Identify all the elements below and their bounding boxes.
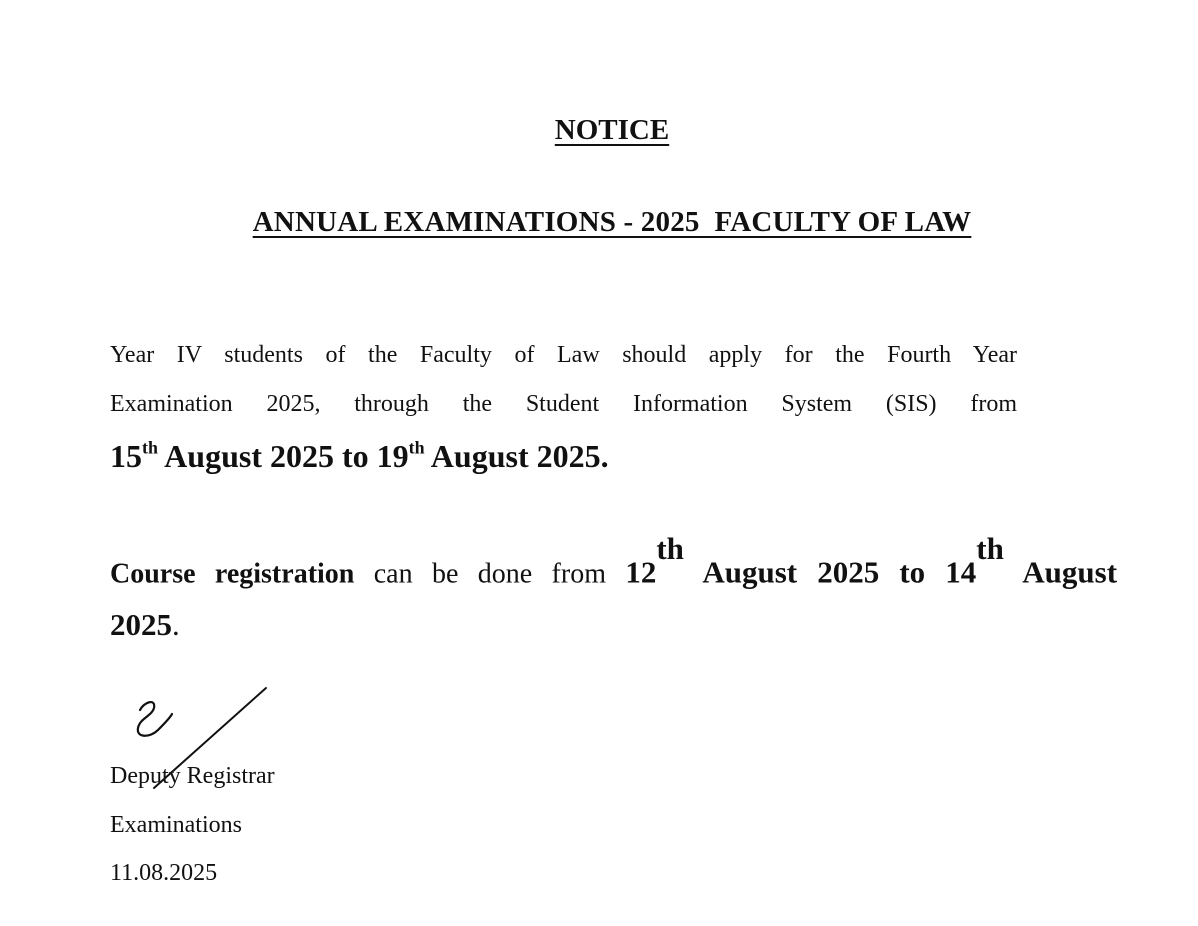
registration-line xyxy=(110,531,1118,590)
registration-year: 2025 xyxy=(110,607,172,642)
end-day: 19 xyxy=(376,438,409,474)
signatory-title: Deputy Registrar xyxy=(110,763,275,789)
registration-start-rest: August 2025 to xyxy=(683,554,946,590)
registration-year-line xyxy=(110,609,1017,640)
signatory-date: 11.08.2025 xyxy=(110,860,218,886)
start-rest: August 2025 to xyxy=(157,438,377,474)
signatory-department: Examinations xyxy=(110,812,242,838)
registration-end-rest: August xyxy=(1003,554,1118,590)
registration-connector: can be done from xyxy=(354,558,626,590)
registration-period: . xyxy=(172,607,180,642)
start-suffix: th xyxy=(142,437,158,458)
start-day: 15 xyxy=(110,438,142,474)
registration-start-suffix: th xyxy=(656,531,684,566)
registration-start-day: 12 xyxy=(625,554,657,590)
application-dates xyxy=(110,437,1017,474)
registration-lead: Course registration xyxy=(110,558,355,590)
paragraph1-line1: Year IV students of the Faculty of Law should apply for the Fourth Year xyxy=(110,342,1017,368)
registration-end-suffix: th xyxy=(976,531,1004,566)
paragraph1-line2: Examination 2025, through the Student Information System (SIS) from xyxy=(110,391,1017,417)
end-suffix: th xyxy=(408,437,425,458)
notice-subtitle: ANNUAL EXAMINATIONS - 2025 FACULTY OF LAW xyxy=(252,206,972,238)
notice-title: NOTICE xyxy=(554,114,670,146)
registration-end-day: 14 xyxy=(945,554,977,590)
end-rest: August 2025. xyxy=(424,438,609,474)
